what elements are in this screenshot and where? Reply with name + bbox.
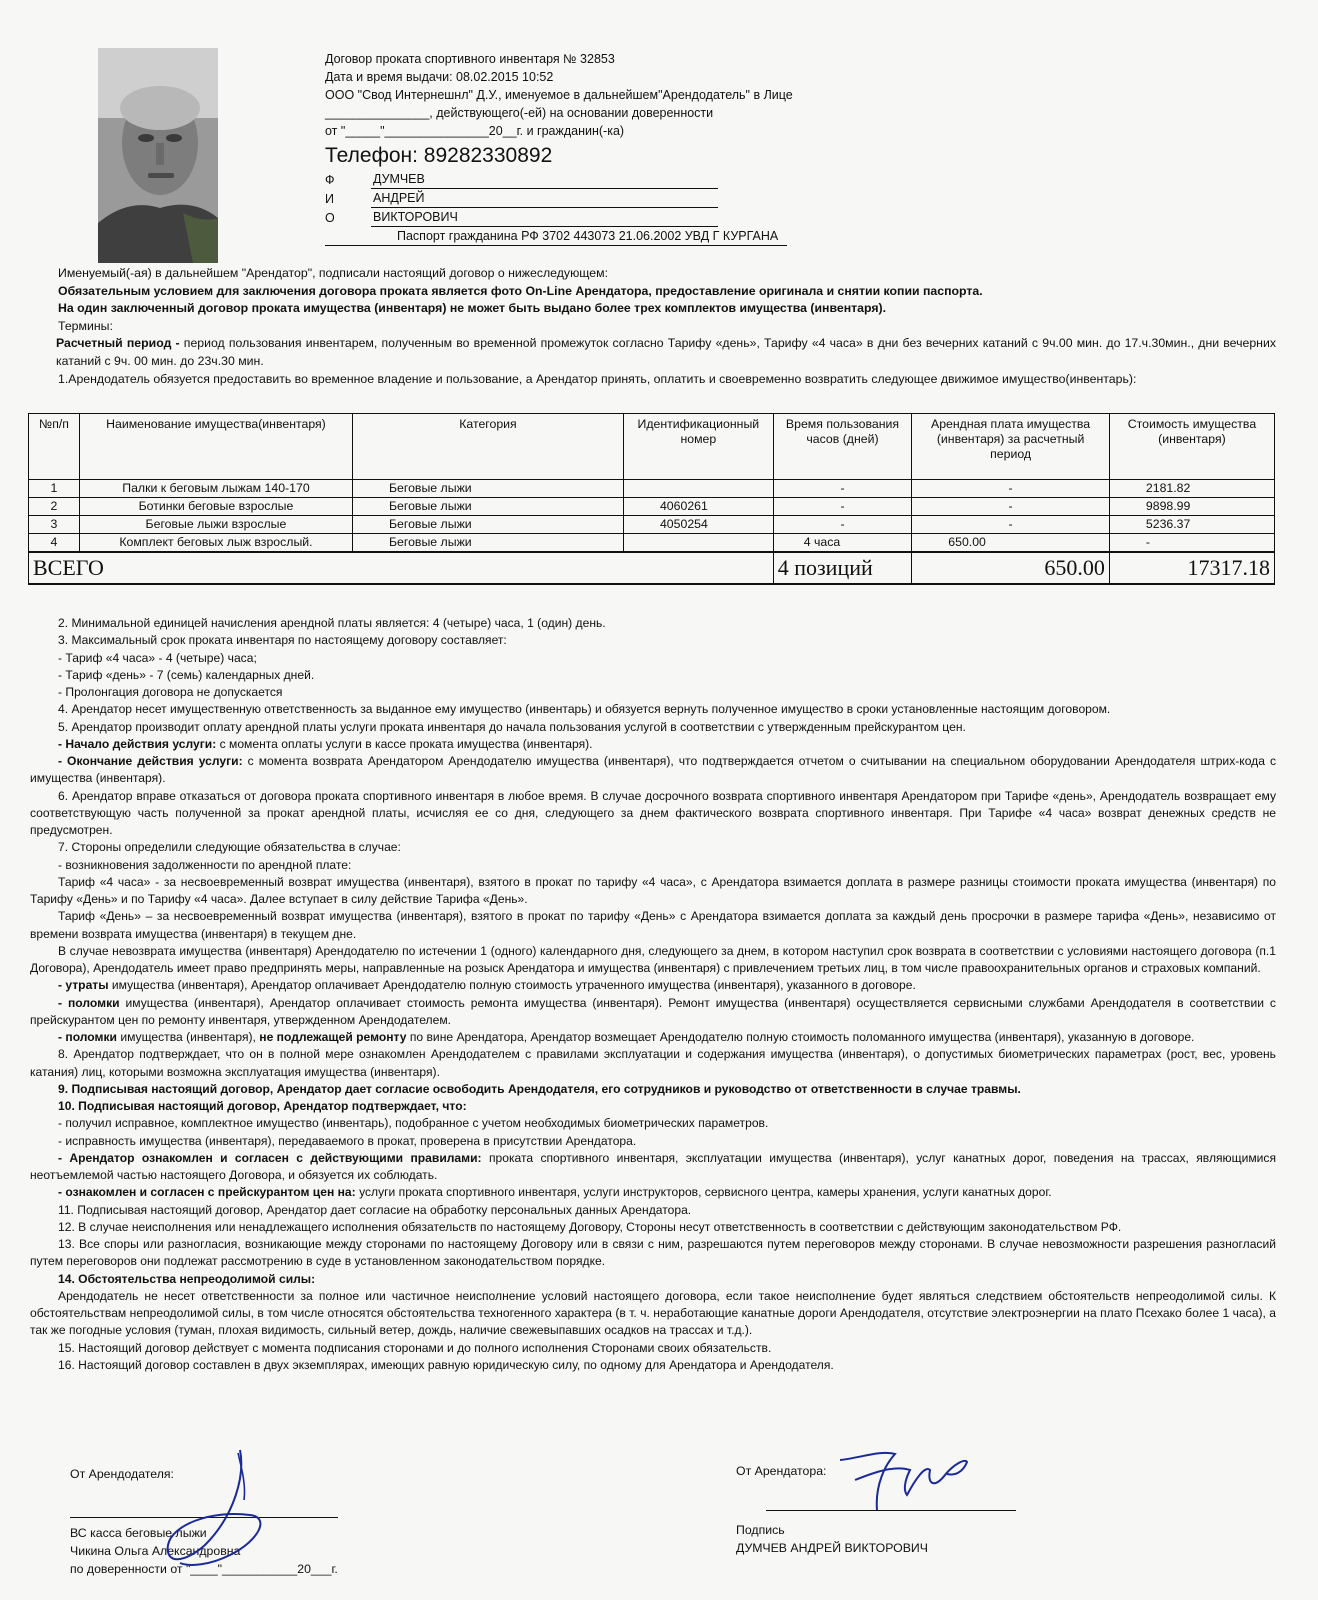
cell-category: Беговые лыжи (352, 534, 623, 553)
term-3: 3. Максимальный срок проката инвентаря по настоящему договору составляет: (58, 633, 507, 648)
total-rent: 650.00 (912, 552, 1110, 584)
term-10d-rest: услуги проката спортивного инвентаря, услуги инструкторов, сервисного центра, камеры хранения, услуги канатных дорог. (355, 1185, 1052, 1200)
term-6: 6. Арендатор вправе отказаться от договора проката спортивного инвентаря в любое время. В случае досрочного возврата спортивного инвентаря Арендатором при Тарифе «день», Арендодатель возвращает ему соответствующую часть полученной за прокат арендной платы, исчисляя ее со дня, следующего за днем фактического возврата спортивного инвентаря. При Тарифе «4 часа» возврат денежных средств не предусмотрен. (30, 788, 1276, 837)
term-5a (30, 736, 1276, 753)
col-header-number: №п/п (29, 414, 80, 480)
term-7: 7. Стороны определили следующие обязательства в случае: (58, 840, 401, 855)
cell-time: - (773, 498, 912, 516)
term-5b (30, 753, 1276, 788)
term-5a-bold: - Начало действия услуги: (58, 736, 217, 751)
term-7e-rest: имущества (инвентаря), Арендатор оплачивает Арендодателю полную стоимость утраченного имущества (инвентаря), указанного в договоре. (108, 978, 916, 993)
term-7e-bold: - утраты (58, 978, 109, 993)
cell-cost: 9898.99 (1109, 498, 1274, 516)
term-10c-bold: - Арендатор ознакомлен и согласен с действующими правилами: (58, 1150, 482, 1165)
term-10d-bold: - ознакомлен и согласен с прейскурантом цен на: (58, 1185, 356, 1200)
intro-p5 (56, 335, 1276, 370)
term-10c-rest: проката спортивного инвентаря, эксплуатации имущества (инвентаря), услуг канатных дорог, поведения на трассах, являющимися неотъемлемой частью настоящего Договора, и обязуется их соблюдать. (30, 1150, 1276, 1182)
intro-p5-bold: Расчетный период - (56, 336, 180, 351)
term-7g-mid: имущества (инвентаря), (116, 1030, 260, 1044)
term-14a: Арендодатель не несет ответственности за полное или частичное неисполнение условий настоящего договора, если такое неисполнение будет являться следствием обстоятельств непреодолимой силы. К обстоятельствам непреодолимой силы, в том числе относятся обстоятельства техногенного характера (в т. ч. неработающие канатные дороги Арендодателя, отсутствие электроэнергии на плато Псехако более 1 часа), а так же погодные условия (туман, плохая видимость, сильный ветер, дождь, наличие свежевыпавших осадков на трассах и т.д.). (30, 1288, 1276, 1338)
term-7e (30, 977, 1276, 994)
intro-p4: Термины: (58, 318, 113, 333)
intro-p6: 1.Арендодатель обязуется предоставить во временное владение и пользование, а Арендатор принять, оплатить и своевременно возвратить следующее движимое имущество(инвентарь): (58, 371, 1137, 386)
total-label: ВСЕГО (29, 552, 774, 584)
lessee-person: ДУМЧЕВ АНДРЕЙ ВИКТОРОВИЧ (736, 1541, 928, 1555)
intro-p1: Именуемый(-ая) в дальнейшем "Арендатор", подписали настоящий договор о нижеследующем: (58, 266, 608, 280)
term-7f-rest: имущества (инвентаря), Арендатор оплачивает стоимость ремонта имущества (инвентаря). Ремонт имущества (инвентаря) осуществляется сервисными службами Арендодателя в соответствии с прейскурантом цен по ремонту инвентаря, утвержденном Арендодателем. (30, 995, 1276, 1027)
intro-p2: Обязательным условием для заключения договора проката является фото On-Line Арендатора, предоставление оригинала и снятии копии паспорта. (58, 283, 983, 298)
name-value: АНДРЕЙ (371, 189, 718, 208)
term-13: 13. Все споры или разногласия, возникающие между сторонами по настоящему Договору или в связи с ним, разрешаются путем переговоров между сторонами. В случае невозможности разрешения разногласий путем переговоров они подлежат рассмотрению в суде в установленном законодательством порядке. (30, 1237, 1276, 1269)
col-header-time: Время пользования часов (дней) (773, 414, 912, 480)
cell-category: Беговые лыжи (352, 480, 623, 498)
term-2: 2. Минимальной единицей начисления арендной платы является: 4 (четыре) часа, 1 (один) день. (58, 616, 606, 630)
term-7b: Тариф «4 часа» - за несвоевременный возврат имущества (инвентаря), взятого в прокат по тарифу «4 часа», с Арендатора взимается доплата в размере разницы стоимости проката имущества (инвентаря) по Тарифу «День» и по Тарифу «4 часа». Далее вступает в силу действие Тарифа «День». (30, 874, 1276, 906)
company-line: ООО "Свод Интернешнл" Д.У., именуемое в дальнейшем"Арендодатель" в Лице (325, 88, 793, 102)
term-7f-bold: - поломки (58, 995, 120, 1010)
cell-name: Беговые лыжи взрослые (79, 516, 352, 534)
term-7g-bold2: не подлежащей ремонту (259, 1030, 407, 1044)
term-5b-rest: с момента возврата Арендатором Арендодателю имущества (инвентаря), что подтверждается отчетом о считывании на специальном оборудовании Арендодателя штрих-кода с имущества (инвентаря). (30, 754, 1276, 786)
patronymic-value: ВИКТОРОВИЧ (371, 208, 718, 227)
col-header-cost: Стоимость имущества (инвентаря) (1109, 414, 1274, 480)
cell-name: Палки к беговым лыжам 140-170 (79, 480, 352, 498)
term-7g-rest: по вине Арендатора, Арендатор возмещает Арендодателю полную стоимость поломанного имущества (инвентаря), указанную в договоре. (406, 1030, 1195, 1044)
inventory-table (28, 413, 1275, 585)
name-label: И (325, 192, 334, 206)
cell-id: 4050254 (623, 516, 773, 534)
cell-rent: - (912, 516, 1110, 534)
lessor-proxy: по доверенности от "____"___________20___г. (70, 1562, 338, 1576)
cell-rent: 650.00 (912, 534, 1110, 553)
surname-label: Ф (325, 173, 335, 187)
term-7d: В случае невозврата имущества (инвентаря) Арендодателю по истечении 1 (одного) календарного дня, следующего за днем, в котором наступил срок возврата в соответствии с условиями настоящего договора (п.1 Договора), Арендодатель имеет право предпринять меры, направленные на розыск Арендатора и имущества (инвентаря) с привлечением третьих лиц, в том числе правоохранительных органов и страховых компаний. (30, 943, 1276, 975)
term-10d (30, 1184, 1276, 1201)
cell-id: 4060261 (623, 498, 773, 516)
cell-number: 1 (29, 480, 80, 498)
contract-title: Договор проката спортивного инвентаря № 32853 (325, 52, 615, 66)
lessee-label: От Арендатора: (736, 1464, 827, 1478)
table-row (29, 516, 1275, 534)
table-row (29, 480, 1275, 498)
term-7g-bold: - поломки (58, 1030, 117, 1044)
cell-name: Ботинки беговые взрослые (79, 498, 352, 516)
lessor-person: Чикина Ольга Александровна (70, 1544, 241, 1558)
table-header-row (29, 414, 1275, 480)
cell-cost: 5236.37 (1109, 516, 1274, 534)
col-header-category: Категория (352, 414, 623, 480)
cell-cost: 2181.82 (1109, 480, 1274, 498)
lessee-sign-label: Подпись (736, 1523, 785, 1537)
term-10c (30, 1150, 1276, 1185)
term-16: 16. Настоящий договор составлен в двух экземплярах, имеющих равную юридическую силу, по одному для Арендатора и Арендодателя. (58, 1357, 834, 1372)
cell-time: - (773, 516, 912, 534)
cell-number: 2 (29, 498, 80, 516)
date-line: от "_____"_______________20__г. и гражданин(-ка) (325, 124, 625, 138)
term-7f (30, 995, 1276, 1030)
total-cost: 17317.18 (1109, 552, 1274, 584)
cell-rent: - (912, 498, 1110, 516)
term-15: 15. Настоящий договор действует с момента подписания сторонами и до полного исполнения Сторонами своих обязательств. (58, 1340, 772, 1355)
issue-datetime: Дата и время выдачи: 08.02.2015 10:52 (325, 70, 554, 84)
total-positions: 4 позиций (773, 552, 912, 584)
cell-time: 4 часа (773, 534, 912, 553)
cell-cost: - (1109, 534, 1274, 553)
lessee-handwritten-signature (835, 1440, 975, 1520)
cell-number: 4 (29, 534, 80, 553)
surname-value: ДУМЧЕВ (371, 170, 718, 189)
term-3c: - Пролонгация договора не допускается (58, 685, 283, 699)
term-10b: - исправность имущества (инвентаря), передаваемого в прокат, проверена в присутствии Арендатора. (58, 1133, 637, 1148)
cell-number: 3 (29, 516, 80, 534)
term-4: 4. Арендатор несет имущественную ответственность за выданное ему имущество (инвентарь) и обязуется вернуть полученное имущество в сроки установленные настоящим договором. (58, 702, 1111, 717)
contract-header (325, 50, 845, 246)
term-3a: - Тариф «4 часа» - 4 (четыре) часа; (58, 650, 257, 665)
representative-line: _______________, действующего(-ей) на основании доверенности (325, 106, 714, 120)
terms-section (30, 615, 1276, 1374)
term-5: 5. Арендатор производит оплату арендной платы услуги проката инвентаря до начала пользования услугой в соответствии с утвержденным прейскурантом цен. (58, 719, 966, 734)
patronymic-field (325, 208, 845, 227)
term-7a: - возникновения задолженности по арендной плате: (58, 857, 352, 872)
term-9: 9. Подписывая настоящий договор, Арендатор дает согласие освободить Арендодателя, его сотрудников и руководство от ответственности в случае травмы. (58, 1081, 1021, 1096)
term-7c: Тариф «День» – за несвоевременный возврат имущества (инвентаря), взятого в прокат по тарифу «День» с Арендатора взимается доплата за каждый день просрочки в размере тарифа «День», независимо от времени возврата имущества (инвентаря) в текущем дне. (30, 909, 1276, 941)
term-5b-bold: - Окончание действия услуги: (58, 754, 243, 768)
renter-photo (98, 48, 218, 263)
lessor-handwritten-signature (150, 1445, 300, 1575)
table-row (29, 534, 1275, 553)
intro-p3: На один заключенный договор проката имущества (инвентаря) не может быть выдано более трех комплектов имущества (инвентаря). (58, 301, 887, 316)
term-14: 14. Обстоятельства непреодолимой силы: (58, 1271, 316, 1286)
cell-id (623, 480, 773, 498)
term-8: 8. Арендатор подтверждает, что он в полной мере ознакомлен Арендодателем с правилами эксплуатации и содержания имущества (инвентаря), о допустимых биометрических параметрах (рост, вес, уровень катания) лиц, которыми возможна эксплуатация имущества (инвентаря). (30, 1047, 1276, 1079)
cell-category: Беговые лыжи (352, 516, 623, 534)
col-header-rent: Арендная плата имущества (инвентаря) за расчетный период (912, 414, 1110, 480)
intro-section (58, 265, 1276, 388)
cell-id (623, 534, 773, 553)
intro-p5-rest: период пользования инвентарем, полученным во временной промежуток согласно Тарифу «день», Тарифу «4 часа» в дни без вечерних катаний с 9ч.00 мин. до 17.ч.30мин., дни вечерних катаний с 9ч. 00 мин. до 23ч.30 мин. (56, 336, 1276, 368)
passport-line: Паспорт гражданина РФ 3702 443073 21.06.2002 УВД Г КУРГАНА (325, 227, 787, 246)
term-12: 12. В случае неисполнения или ненадлежащего исполнения обязательств по настоящему Договору, Стороны несут ответственность в соответствии с действующим законодательством РФ. (58, 1219, 1122, 1234)
table-row (29, 498, 1275, 516)
cell-rent: - (912, 480, 1110, 498)
term-7g (30, 1029, 1276, 1046)
phone-number: Телефон: 89282330892 (325, 144, 553, 167)
term-10a: - получил исправное, комплектное имущество (инвентарь), подобранное с учетом необходимых биометрических параметров. (58, 1116, 769, 1131)
col-header-id: Идентификационный номер (623, 414, 773, 480)
term-11: 11. Подписывая настоящий договор, Арендатор дает согласие на обработку персональных данных Арендатора. (58, 1202, 692, 1217)
cell-time: - (773, 480, 912, 498)
term-3b: - Тариф «день» - 7 (семь) календарных дней. (58, 667, 315, 682)
lessor-label: От Арендодателя: (70, 1467, 174, 1481)
col-header-name: Наименование имущества(инвентаря) (79, 414, 352, 480)
cell-name: Комплект беговых лыж взрослый. (79, 534, 352, 553)
cell-category: Беговые лыжи (352, 498, 623, 516)
lessor-org: ВС касса беговые лыжи (70, 1526, 207, 1540)
patronymic-label: О (325, 211, 335, 225)
name-field (325, 189, 845, 208)
term-10: 10. Подписывая настоящий договор, Арендатор подтверждает, что: (58, 1099, 467, 1113)
term-5a-rest: с момента оплаты услуги в кассе проката имущества (инвентаря). (216, 736, 593, 751)
surname-field (325, 170, 845, 189)
table-total-row (29, 552, 1275, 584)
